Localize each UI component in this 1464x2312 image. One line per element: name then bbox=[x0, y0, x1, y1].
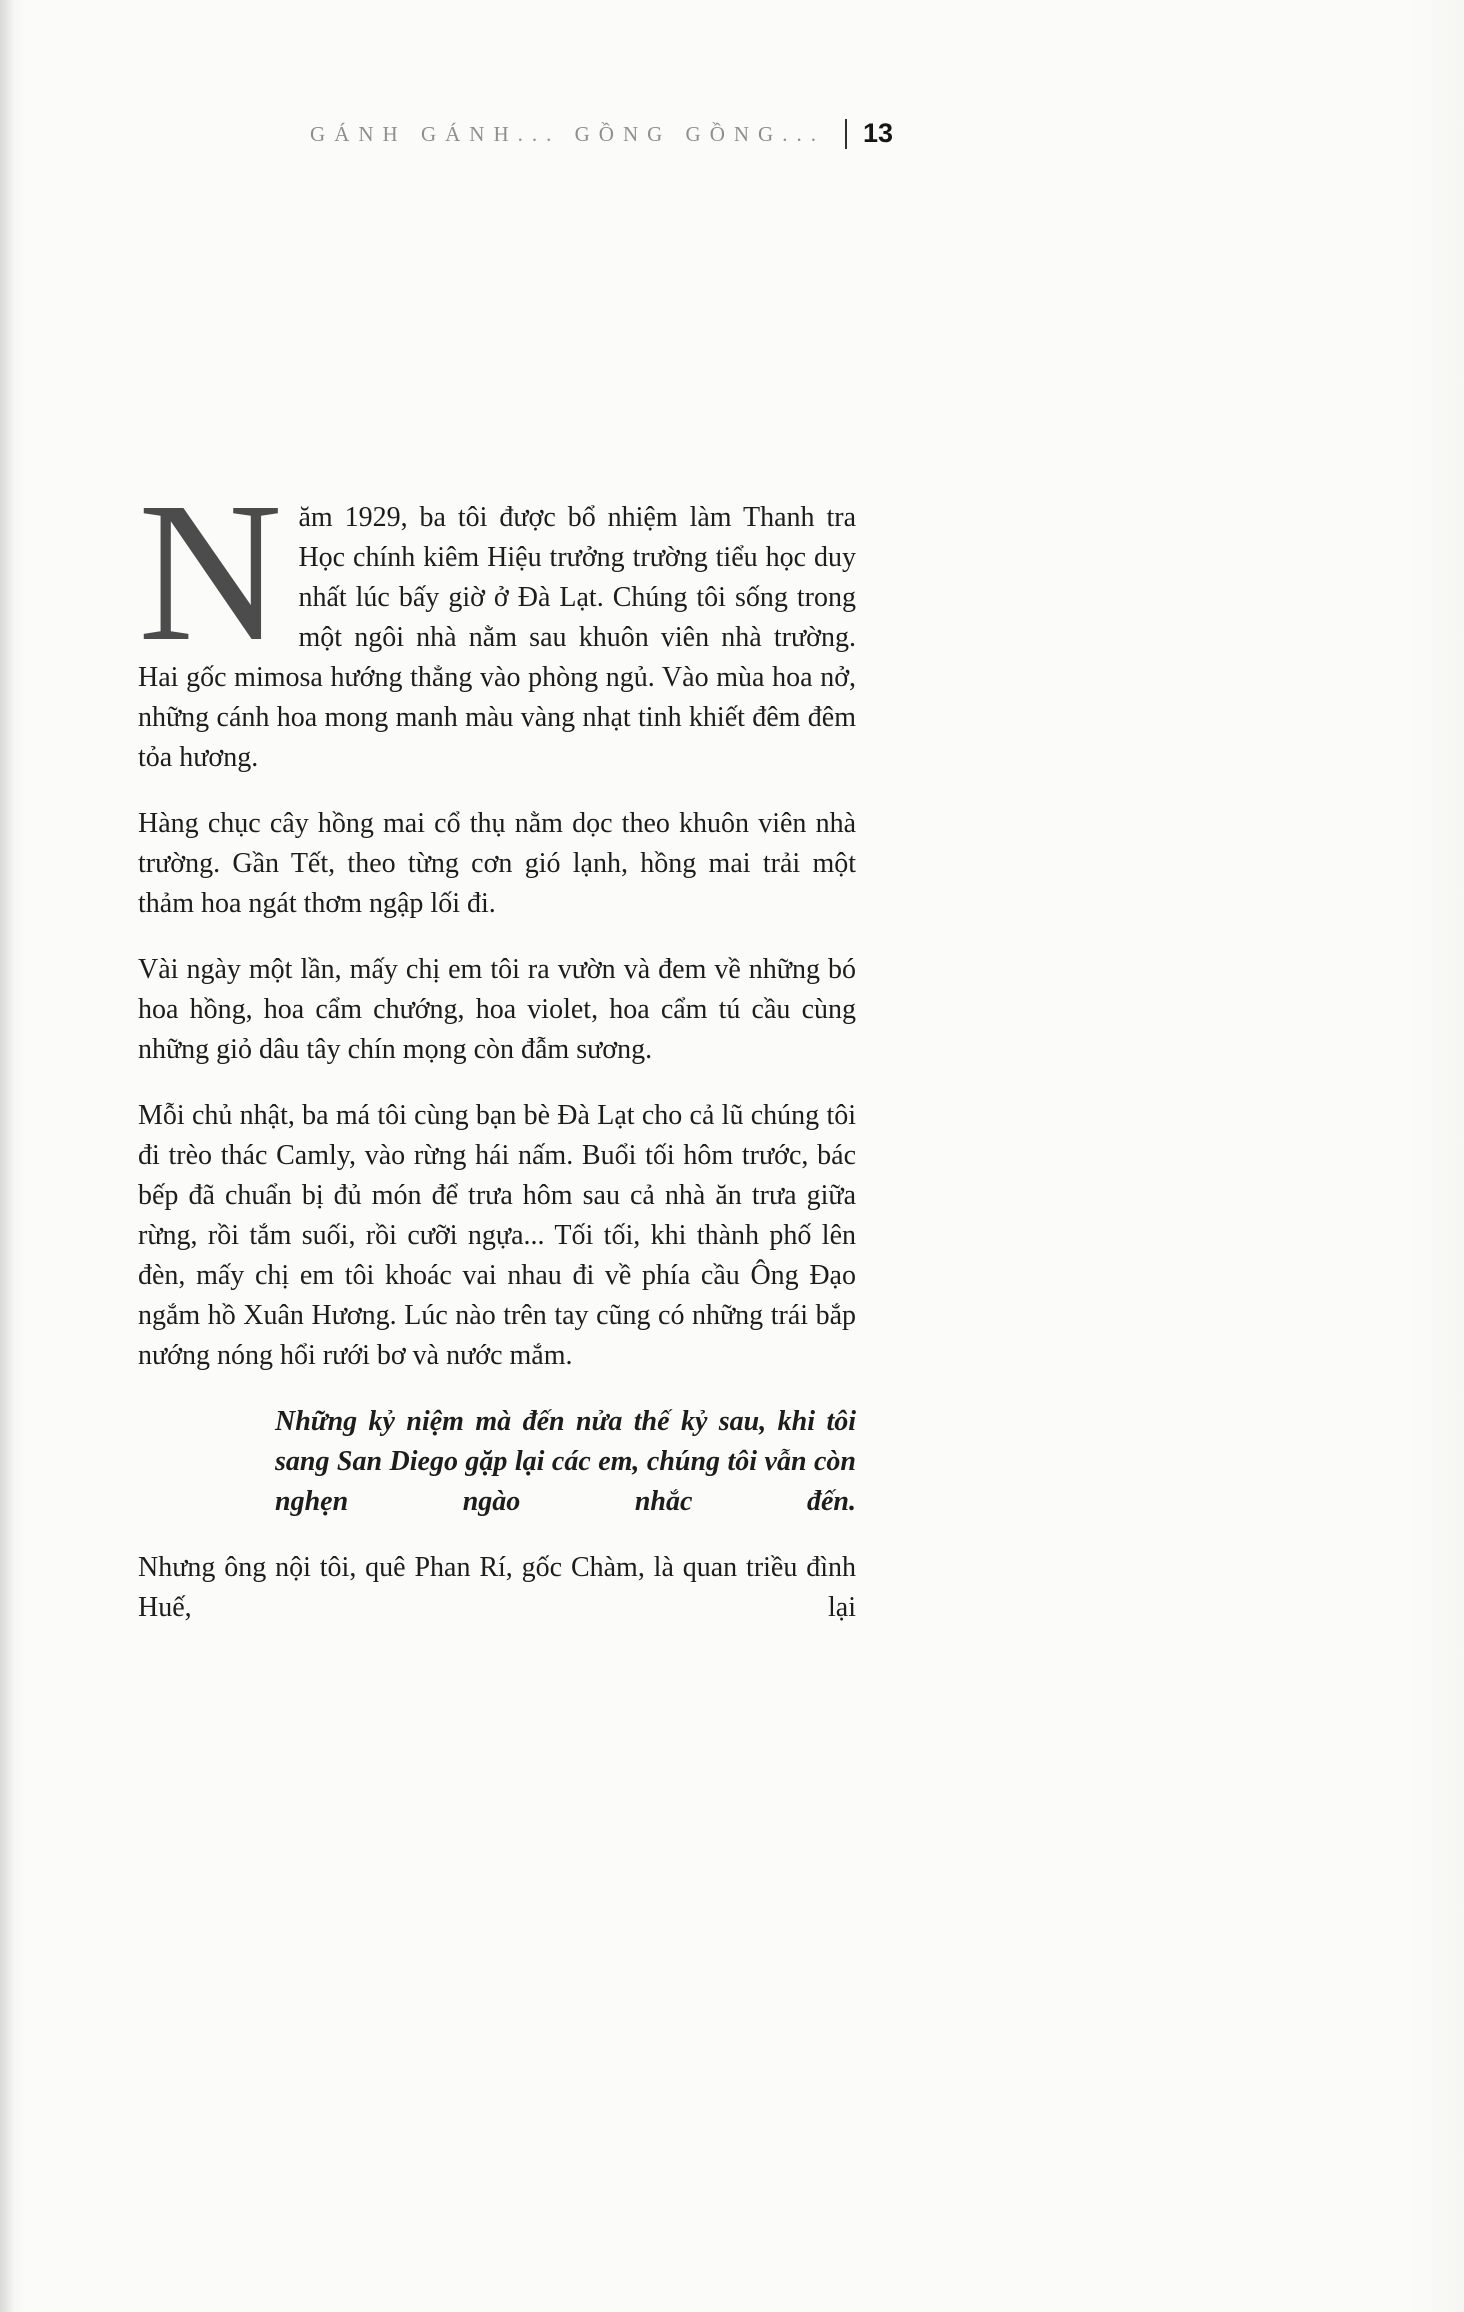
running-header bbox=[138, 118, 893, 149]
paragraph: Mỗi chủ nhật, ba má tôi cùng bạn bè Đà Lạt cho cả lũ chúng tôi đi trèo thác Camly, vào rừng hái nấm. Buổi tối hôm trước, bác bếp đã chuẩn bị đủ món để trưa hôm sau cả nhà ăn trưa giữa rừng, rồi tắm suối, rồi cưỡi ngựa... Tối tối, khi thành phố lên đèn, mấy chị em tôi khoác vai nhau đi về phía cầu Ông Đạo ngắm hồ Xuân Hương. Lúc nào trên tay cũng có những trái bắp nướng nóng hổi rưới bơ và nước mắm. bbox=[138, 1100, 856, 1371]
page-number: 13 bbox=[862, 118, 893, 148]
paragraph: Vài ngày một lần, mấy chị em tôi ra vườn và đem về những bó hoa hồng, hoa cẩm chướng, hoa violet, hoa cẩm tú cầu cùng những giỏ dâu tây chín mọng còn đẫm sương. bbox=[138, 954, 856, 1065]
header-title: GÁNH GÁNH... GỒNG GỒNG... bbox=[310, 122, 825, 146]
drop-cap: N bbox=[138, 462, 283, 683]
paragraph: Hàng chục cây hồng mai cổ thụ nằm dọc theo khuôn viên nhà trường. Gần Tết, theo từng cơn gió lạnh, hồng mai trải một thảm hoa ngát thơm ngập lối đi. bbox=[138, 808, 856, 919]
quote-paragraph: Những kỷ niệm mà đến nửa thế kỷ sau, khi tôi sang San Diego gặp lại các em, chúng tôi vẫn còn nghẹn ngào nhắc đến. bbox=[275, 1406, 856, 1517]
header-separator-rule bbox=[845, 119, 847, 149]
paragraph: Năm 1929, ba tôi được bổ nhiệm làm Thanh tra Học chính kiêm Hiệu trưởng trường tiểu học duy nhất lúc bấy giờ ở Đà Lạt. Chúng tôi sống trong một ngôi nhà nằm sau khuôn viên nhà trường. Hai gốc mimosa hướng thẳng vào phòng ngủ. Vào mùa hoa nở, những cánh hoa mong manh màu vàng nhạt tinh khiết đêm đêm tỏa hương. bbox=[138, 462, 856, 773]
body-text bbox=[138, 462, 856, 1628]
paragraph: Nhưng ông nội tôi, quê Phan Rí, gốc Chàm, là quan triều đình Huế, lại bbox=[138, 1552, 856, 1623]
